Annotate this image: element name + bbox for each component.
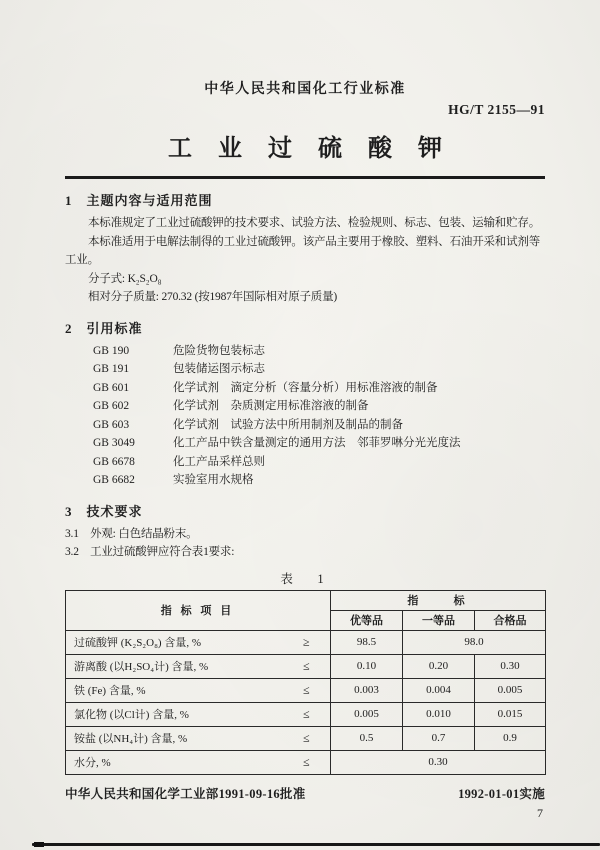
spec-value: 0.005	[331, 702, 403, 726]
spec-value: 0.5	[331, 726, 403, 750]
reference-code: GB 602	[93, 400, 130, 412]
limit-symbol: ≤	[283, 750, 331, 774]
scan-edge-artifact	[32, 843, 600, 846]
limit-symbol: ≤	[283, 702, 331, 726]
reference-title: 化工产品采样总则	[173, 455, 265, 468]
reference-item	[93, 379, 545, 398]
clause-3-2: 3.2 工业过硫酸钾应符合表1要求:	[65, 546, 235, 558]
reference-code: GB 6682	[93, 474, 135, 486]
scan-corner-artifact	[34, 842, 44, 847]
table-row	[66, 750, 546, 774]
spec-value: 0.30	[331, 750, 546, 774]
reference-title: 化工产品中铁含量测定的通用方法 邻菲罗啉分光光度法	[173, 437, 461, 449]
approval-note: 中华人民共和国化学工业部1991-09-16批准	[65, 787, 306, 801]
spec-value: 0.9	[475, 726, 546, 750]
spec-item-name: 铁 (Fe) 含量, %	[66, 678, 283, 702]
page-number: 7	[537, 806, 543, 820]
grade-header: 一等品	[403, 610, 475, 630]
spec-value: 0.7	[403, 726, 475, 750]
limit-symbol: ≤	[283, 726, 331, 750]
spec-value: 0.004	[403, 678, 475, 702]
table-row	[66, 654, 546, 678]
reference-item	[93, 416, 545, 435]
clause-3-1: 3.1 外观: 白色结晶粉末。	[65, 527, 198, 540]
table-row	[66, 702, 546, 726]
reference-title: 化学试剂 杂质测定用标准溶液的制备	[173, 400, 369, 412]
table-row	[66, 678, 546, 702]
document-footer	[65, 784, 545, 802]
reference-item	[93, 471, 545, 490]
reference-title: 实验室用水规格	[173, 474, 254, 486]
spec-value: 0.003	[331, 678, 403, 702]
reference-item	[93, 342, 545, 361]
spec-table-body	[66, 630, 546, 774]
spec-value: 0.015	[475, 702, 546, 726]
table-row	[66, 726, 546, 750]
table-row	[66, 630, 546, 654]
section1-paragraph-2: 本标准适用于电解法制得的工业过硫酸钾。该产品主要用于橡胶、塑料、石油开采和试剂等工业。	[65, 235, 540, 266]
section1-paragraph-1: 本标准规定了工业过硫酸钾的技术要求、试验方法、检验规则、标志、包装、运输和贮存。	[88, 217, 540, 229]
standard-number: HG/T 2155—91	[448, 102, 545, 117]
spec-value: 0.20	[403, 654, 475, 678]
grade-header: 优等品	[331, 610, 403, 630]
reference-code: GB 601	[93, 381, 130, 394]
limit-symbol: ≥	[283, 630, 331, 654]
spec-value: 98.0	[403, 630, 546, 654]
spec-item-name: 过硫酸钾 (K₂S₂O₈) 含量, %	[66, 630, 283, 654]
reference-code: GB 3049	[93, 437, 135, 449]
reference-list	[65, 342, 545, 490]
reference-item	[93, 397, 545, 416]
spec-item-name: 铵盐 (以NH₄计) 含量, %	[66, 726, 283, 750]
spec-value: 0.30	[475, 654, 546, 678]
header-index-items: 指标项目	[66, 590, 331, 630]
standard-header: 中华人民共和国化工行业标准	[204, 82, 406, 97]
spec-value: 0.10	[331, 654, 403, 678]
reference-title: 化学试剂 试验方法中所用制剂及制品的制备	[173, 418, 403, 431]
spec-table	[65, 590, 546, 775]
reference-item	[93, 360, 545, 379]
reference-item	[93, 434, 545, 453]
grade-header: 合格品	[475, 610, 546, 630]
molecular-formula: 分子式: K₂S₂O₈	[88, 272, 162, 285]
limit-symbol: ≤	[283, 678, 331, 702]
reference-title: 包装储运图示标志	[173, 363, 265, 375]
implementation-note: 1992-01-01实施	[458, 787, 545, 801]
reference-code: GB 603	[93, 418, 130, 431]
reference-title: 化学试剂 滴定分析（容量分析）用标准溶液的制备	[173, 381, 438, 394]
title-divider	[65, 176, 545, 179]
reference-code: GB 6678	[93, 455, 135, 468]
spec-value: 0.005	[475, 678, 546, 702]
spec-item-name: 氯化物 (以Cl计) 含量, %	[66, 702, 283, 726]
table-header-row	[66, 590, 546, 610]
reference-title: 危险货物包装标志	[173, 344, 265, 357]
reference-code: GB 190	[93, 344, 130, 357]
table-caption: 表 1	[280, 571, 330, 586]
document-title: 工业过硫酸钾	[168, 136, 468, 162]
reference-item	[93, 453, 545, 472]
header-indicators: 指标	[331, 590, 546, 610]
section3-heading: 3 技术要求	[65, 503, 143, 519]
section2-heading: 2 引用标准	[65, 320, 143, 336]
reference-code: GB 191	[93, 363, 130, 375]
spec-value: 0.010	[403, 702, 475, 726]
spec-item-name: 水分, %	[66, 750, 283, 774]
molar-mass: 相对分子质量: 270.32 (按1987年国际相对原子质量)	[88, 291, 338, 303]
section1-heading: 1 主题内容与适用范围	[65, 193, 213, 208]
spec-item-name: 游离酸 (以H₂SO₄计) 含量, %	[66, 654, 283, 678]
spec-value: 98.5	[331, 630, 403, 654]
limit-symbol: ≤	[283, 654, 331, 678]
